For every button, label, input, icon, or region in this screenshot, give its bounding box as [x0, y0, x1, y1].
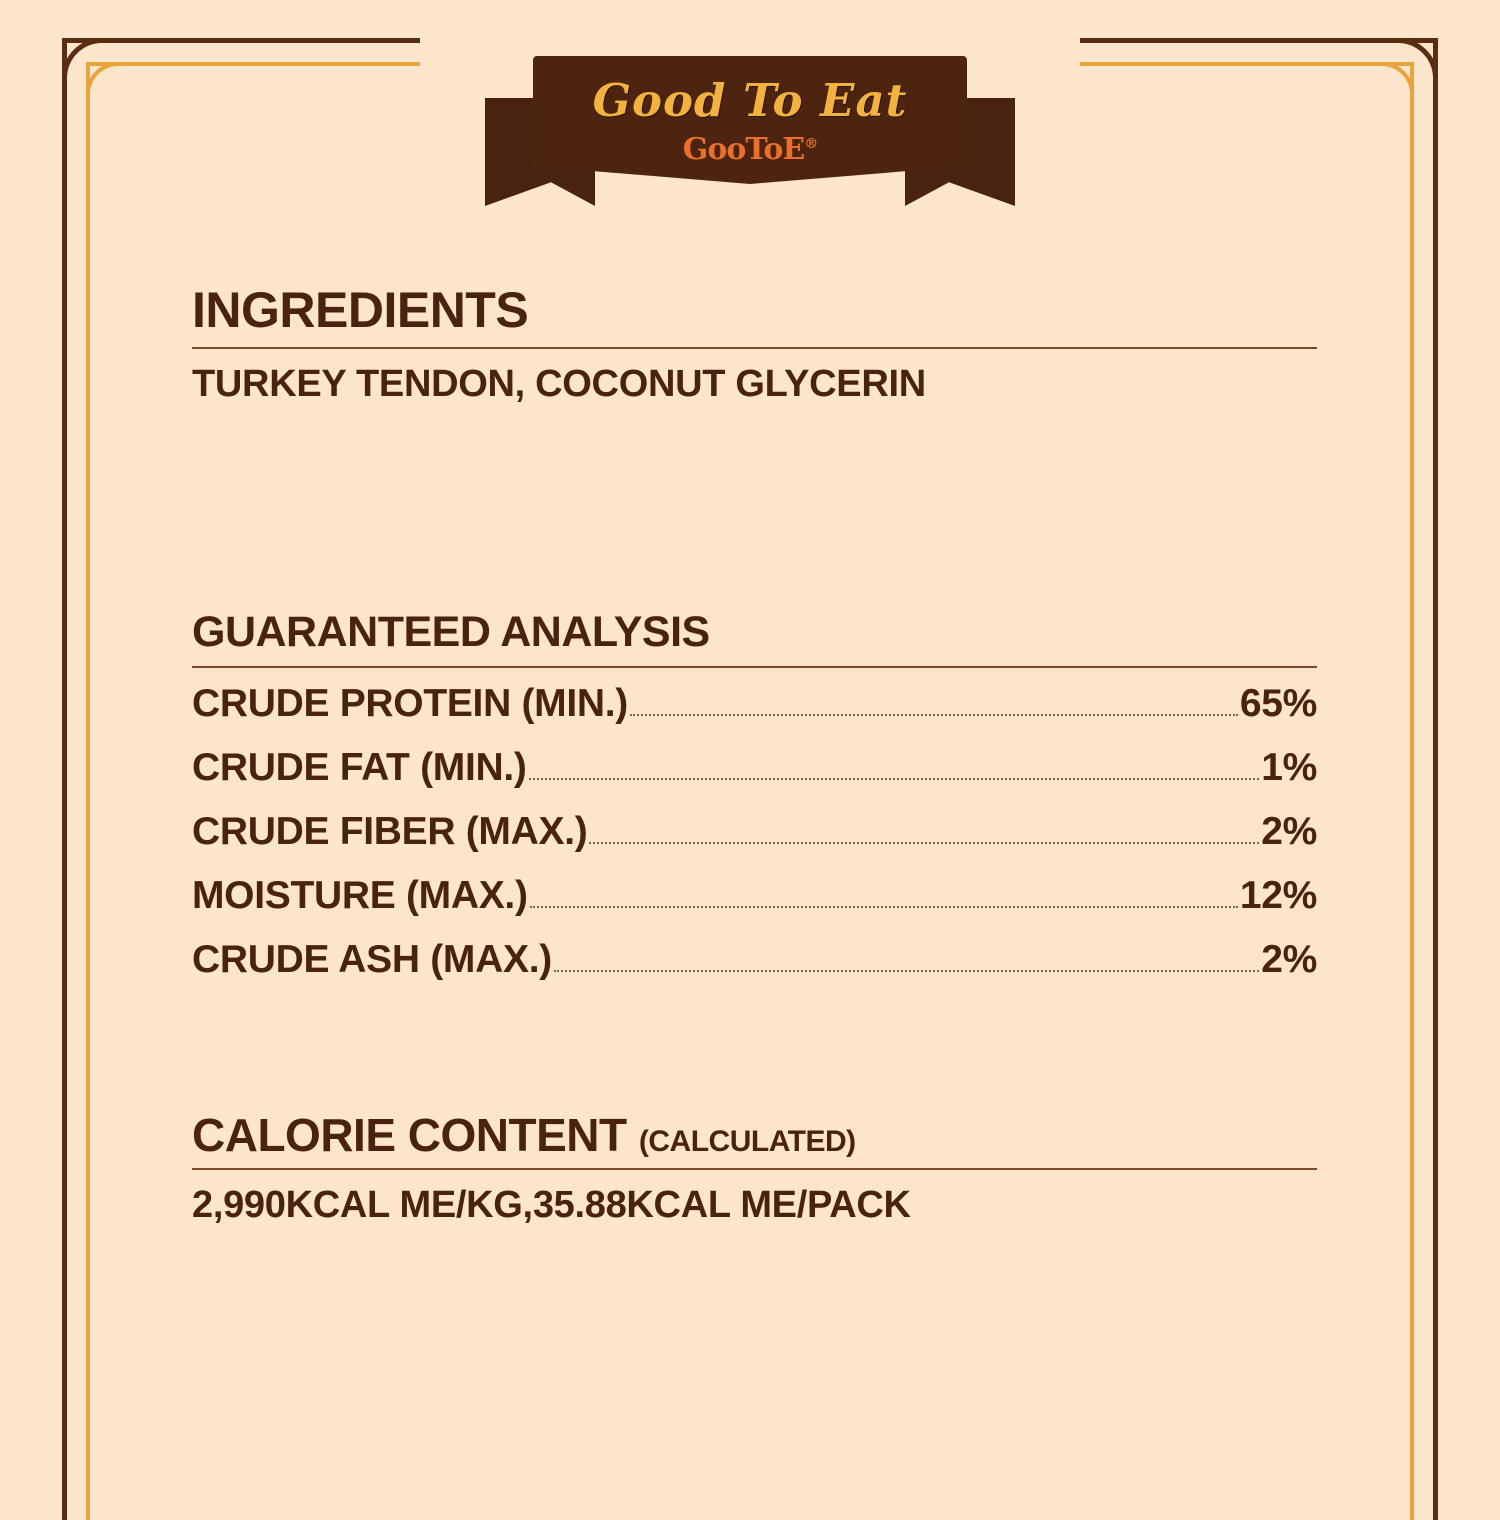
brand-logo-label: GooToE — [682, 132, 805, 167]
analysis-row-value: 65% — [1239, 682, 1317, 725]
ingredients-text: TURKEY TENDON, COCONUT GLYCERIN — [192, 363, 926, 405]
analysis-row-name: MOISTURE (MAX.) — [192, 874, 528, 917]
analysis-row-leader — [630, 713, 1238, 716]
ingredients-heading: INGREDIENTS — [192, 282, 529, 338]
ingredients-divider — [192, 347, 1317, 349]
analysis-row — [192, 682, 1317, 726]
analysis-row — [192, 746, 1317, 790]
calorie-content-heading-note: (CALCULATED) — [638, 1125, 856, 1158]
brand-banner — [455, 46, 1045, 206]
analysis-row — [192, 810, 1317, 854]
analysis-row-leader — [554, 969, 1259, 972]
analysis-row-name: CRUDE ASH (MAX.) — [192, 938, 552, 981]
analysis-row — [192, 874, 1317, 918]
brand-logo-text — [533, 132, 967, 167]
analysis-row-name: CRUDE FIBER (MAX.) — [192, 810, 588, 853]
analysis-row-value: 1% — [1261, 746, 1317, 789]
analysis-row-name: CRUDE FAT (MIN.) — [192, 746, 527, 789]
spacer-one — [192, 406, 1317, 611]
analysis-row-name: CRUDE PROTEIN (MIN.) — [192, 682, 628, 725]
spacer-two — [192, 1002, 1317, 1112]
guaranteed-analysis-divider — [192, 666, 1317, 668]
analysis-row-value: 2% — [1261, 938, 1317, 981]
analysis-row-leader — [529, 777, 1260, 780]
guaranteed-analysis-heading: GUARANTEED ANALYSIS — [192, 608, 710, 656]
registered-mark: ® — [804, 136, 818, 152]
calorie-content-divider — [192, 1168, 1317, 1170]
analysis-row — [192, 938, 1317, 982]
calorie-content-heading — [192, 1109, 1317, 1168]
calorie-content-text: 2,990KCAL ME/KG,35.88KCAL ME/PACK — [192, 1184, 911, 1226]
analysis-row-leader — [530, 905, 1238, 908]
calorie-content-heading-main: CALORIE CONTENT — [192, 1109, 627, 1161]
analysis-row-leader — [589, 841, 1259, 844]
brand-title: Good To Eat — [592, 74, 908, 127]
analysis-row-value: 12% — [1239, 874, 1317, 917]
analysis-row-value: 2% — [1261, 810, 1317, 853]
label-content — [192, 282, 1317, 1227]
